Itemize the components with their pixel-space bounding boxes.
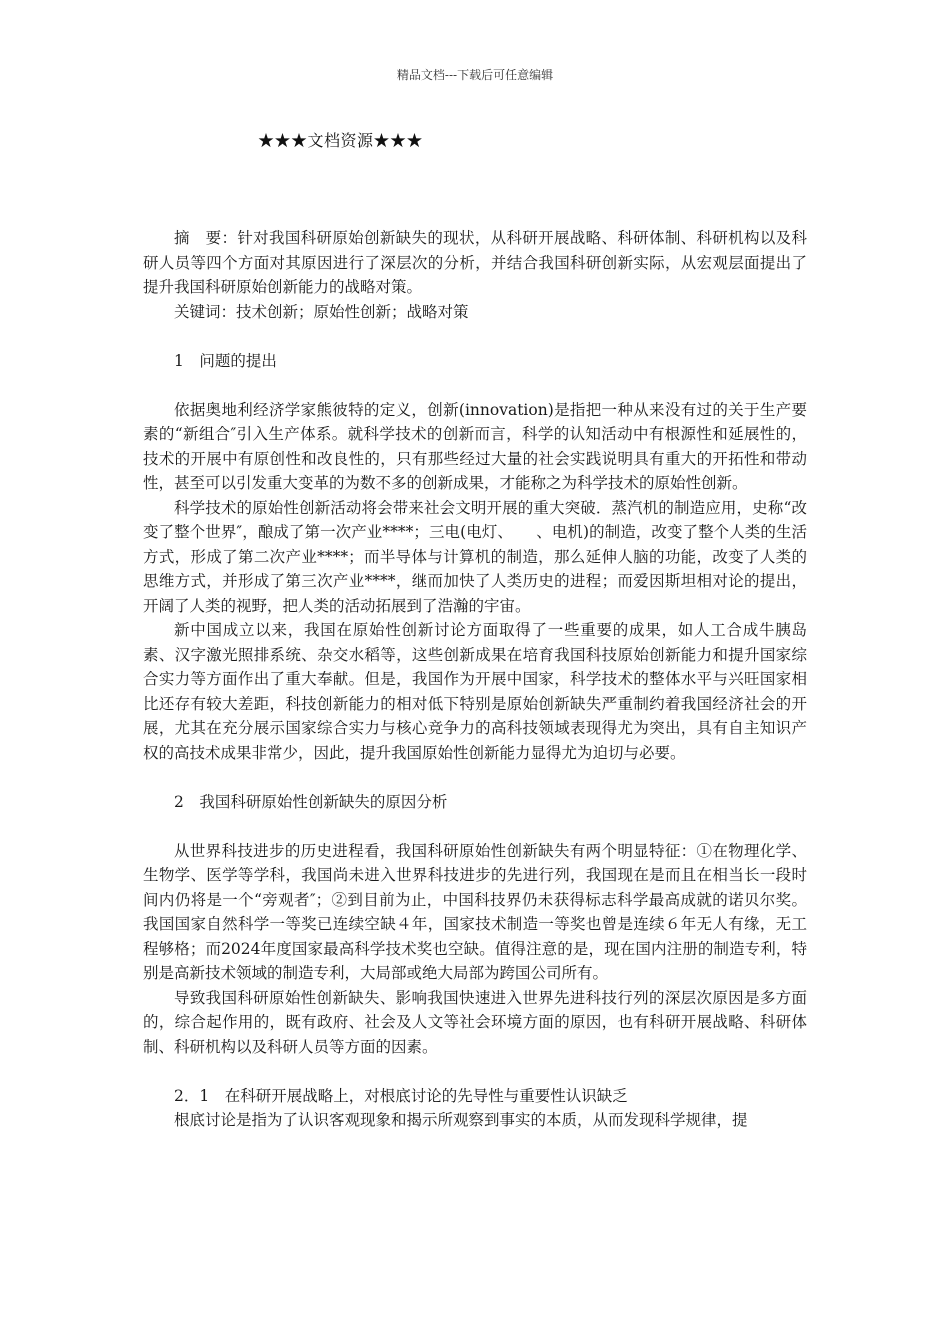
page-header: 精品文档---下载后可任意编辑 xyxy=(396,68,554,82)
resource-title: ★★★文档资源★★★ xyxy=(258,131,424,150)
keywords: 关键词：技术创新；原始性创新；战略对策 xyxy=(174,302,469,321)
section-1-heading: 1 问题的提出 xyxy=(174,351,277,370)
section-2-heading: 2 我国科研原始性创新缺失的原因分析 xyxy=(174,792,448,811)
abstract: 摘 要：针对我国科研原始创新缺失的现状，从科研开展战略、科研体制、科研机构以及科研人员等四个方面对其原因进行了深层次的分析，并结合我国科研创新实际，从宏观层面提出了提升我国科研原始创新能力的战略对策。 xyxy=(143,229,807,296)
section-2-1-heading: 2．1 在科研开展战略上，对根底讨论的先导性与重要性认识缺乏 xyxy=(174,1086,628,1105)
document-body xyxy=(143,226,807,1133)
section-2-1-paragraph-1: 根底讨论是指为了认识客观现象和揭示所观察到事实的本质，从而发现科学规律，提 xyxy=(174,1111,748,1129)
section-2-paragraph-2: 导致我国科研原始性创新缺失、影响我国快速进入世界先进科技行列的深层次原因是多方面的，综合起作用的，既有政府、社会及人文等社会环境方面的原因，也有科研开展战略、科研体制、科研机构以及科研人员等方面的因素。 xyxy=(143,988,807,1056)
section-2-paragraph-1: 从世界科技进步的历史进程看，我国科研原始性创新缺失有两个明显特征：①在物理化学、生物学、医学等学科，我国尚未进入世界科技进步的先进行列，我国现在是而且在相当长一段时间内仍将是一个“旁观者″；②到目前为止，中国科技界仍未获得标志科学最高成就的诺贝尔奖。我国国家自然科学一等奖已连续空缺４年，国家技术制造一等奖也曾是连续６年无人有缘，无工程够格；而2024年度国家最高科学技术奖也空缺。值得注意的是，现在国内注册的制造专利，特别是高新技术领域的制造专利，大局部或绝大局部为跨国公司所有。 xyxy=(143,841,807,982)
section-1-paragraph-2: 科学技术的原始性创新活动将会带来社会文明开展的重大突破．蒸汽机的制造应用，史称“改变了整个世界″，酿成了第一次产业****；三电(电灯、 、电机)的制造，改变了整个人类的生活方式，形成了第二次产业****；而半导体与计算机的制造，那么延伸人脑的功能，改变了人类的思维方式，并形成了第三次产业****，继而加快了人类历史的进程；而爱因斯坦相对论的提出，开阔了人类的视野，把人类的活动拓展到了浩瀚的宇宙。 xyxy=(143,498,807,615)
section-1-paragraph-1: 依据奥地利经济学家熊彼特的定义，创新(innovation)是指把一种从来没有过的关于生产要素的“新组合″引入生产体系。就科学技术的创新而言，科学的认知活动中有根源性和延展性的，技术的开展中有原创性和改良性的，只有那些经过大量的社会实践说明具有重大的开拓性和带动性，甚至可以引发重大变革的为数不多的创新成果，才能称之为科学技术的原始性创新。 xyxy=(143,400,807,492)
section-1-paragraph-3: 新中国成立以来，我国在原始性创新讨论方面取得了一些重要的成果，如人工合成牛胰岛素、汉字激光照排系统、杂交水稻等，这些创新成果在培育我国科技原始创新能力和提升国家综合实力等方面作出了重大奉献。但是，我国作为开展中国家，科学技术的整体水平与兴旺国家相比还存有较大差距，科技创新能力的相对低下特别是原始创新缺失严重制约着我国经济社会的开展，尤其在充分展示国家综合实力与核心竞争力的高科技领域表现得尤为突出，具有自主知识产权的高技术成果非常少，因此，提升我国原始性创新能力显得尤为迫切与必要。 xyxy=(143,621,807,762)
